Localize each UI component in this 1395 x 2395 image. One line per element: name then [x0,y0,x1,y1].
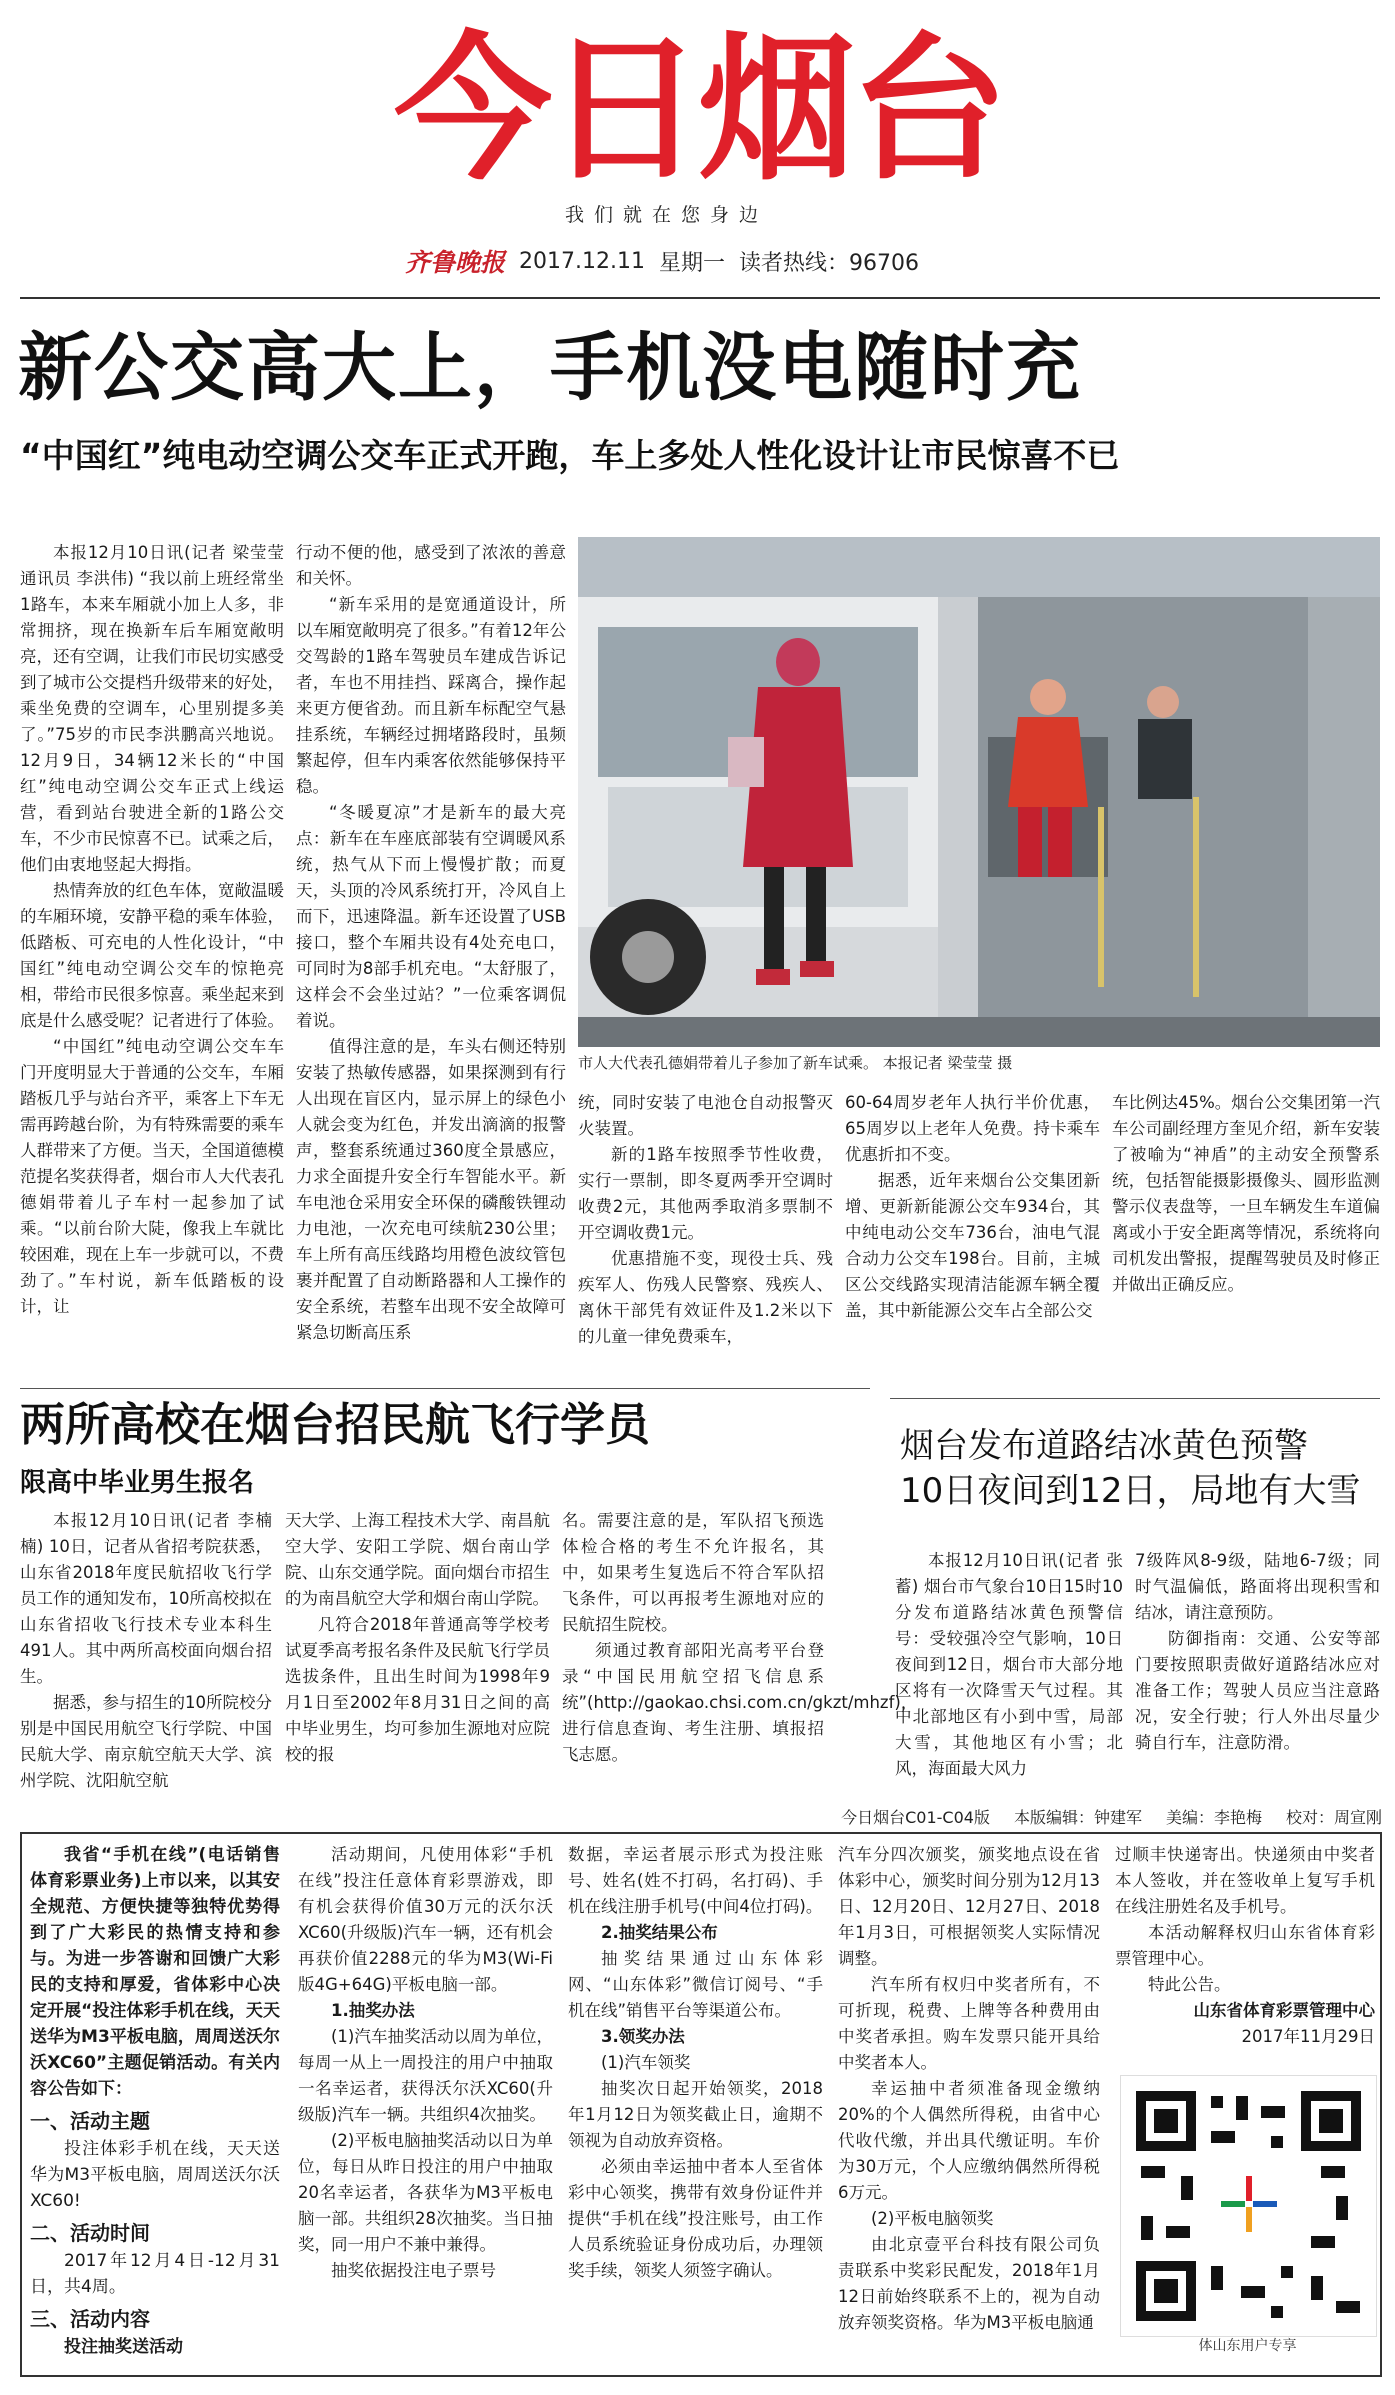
paragraph: 抽奖结果通过山东体彩网、“山东体彩”微信订阅号、“手机在线”销售平台等渠道公布。 [568,1949,823,2020]
paragraph: 活动期间，凡使用体彩“手机在线”投注任意体育彩票游戏，即有机会获得价值30万元的沃尔沃XC60(升级版)汽车一辆，还有机会再获价值2288元的华为M3(Wi-Fi版4G+64G)平板电脑一部。 [298,1845,553,1994]
paragraph: 车比例达45%。烟台公交集团第一汽车公司副经理方奎见介绍，新车安装了被喻为“神盾”的主动安全预警系统，包括智能摄影摄像头、圆形监测警示仪表盘等，一旦车辆发生车道偏离或小于安全距离等情况，系统将向司机发出警报，提醒驾驶员及时修正并做出正确反应。 [1112,1093,1380,1294]
paragraph: “新车采用的是宽通道设计，所以车厢宽敞明亮了很多。”有着12年公交驾龄的1路车驾驶员车建成告诉记者，车也不用挂挡、踩离合，操作起来更方便省劲。而且新车标配空气悬挂系统，车辆经过拥堵路段时，虽频繁起停，但车内乘客依然能够保持平稳。 [296,595,566,796]
paragraph: 特此公告。 [1148,1975,1231,1994]
paragraph: 值得注意的是，车头右侧还特别安装了热敏传感器，如果探测到有行人出现在盲区内，显示屏上的绿色小人就会变为红色，并发出滴滴的报警声，整套系统通过360度全景感应，力求全面提升安全行车智能水平。新车电池仓采用安全环保的磷酸铁锂动力电池，一次充电可续航230公里；车上所有高压线路均用橙色波纹管包裹并配置了自动断路器和人工操作的安全系统，若整车出现不安全故障可紧急切断高压系 [296,1037,566,1342]
paragraph: 本报12月10日讯(记者 张蓄) 烟台市气象台10日15时10分发布道路结冰黄色预警信号：受较强冷空气影响，10日夜间到12日，烟台市大部分地区将有一次降雪天气过程。其中北部地区有小到中雪，局部大雪，其他地区有小雪；北风，海面最大风力 [895,1551,1123,1778]
paragraph: 防御指南：交通、公安等部门要按照职责做好道路结冰应对准备工作；驾驶人员应当注意路况，安全行驶；行人外出尽量少骑自行车，注意防滑。 [1135,1629,1380,1752]
reader-hotline: 读者热线：96706 [739,250,919,276]
bus-photo-illustration [578,537,1380,1047]
paragraph: “冬暖夏凉”才是新车的最大亮点：新车在车座底部装有空调暖风系统，热气从下而上慢慢扩散；而夏天，头顶的冷风系统打开，冷风自上而下，迅速降温。新车还设置了USB接口，整个车厢共设有4处充电口，可同时为8部手机充电。“太舒服了，这样会不会坐过站？”一位乘客调侃着说。 [296,803,566,1030]
paragraph: (1)汽车抽奖活动以周为单位，每周一从上一周投注的用户中抽取一名幸运者，获得沃尔沃XC60(升级版)汽车一辆。共组织4次抽奖。 [298,2027,553,2124]
paragraph: 行动不便的他，感受到了浓浓的善意和关怀。 [296,543,566,588]
paragraph: 2017年12月4日-12月31日，共4周。 [30,2251,280,2297]
paragraph: 由北京壹平台科技有限公司负责联系中奖彩民配发，2018年1月12日前始终联系不上的，视为自动放弃领奖资格。华为M3平板电脑通 [838,2235,1100,2332]
paragraph: 据悉，近年来烟台公交集团新增、更新新能源公交车934台，其中纯电动公交车736台，油电气混合动力公交车198台。目前，主城区公交线路实现清洁能源车辆全覆盖，其中新能源公交车占全部公交 [845,1171,1100,1320]
paragraph: 1.抽奖办法 [331,2001,415,2020]
paragraph: 投注体彩手机在线，天天送华为M3平板电脑，周周送沃尔沃XC60! [30,2139,280,2211]
lead-headline: 新公交高大上，手机没电随时充 [18,325,1082,411]
issue-weekday: 星期一 [658,250,725,276]
ad-organization: 山东省体育彩票管理中心 [1193,2001,1375,2020]
section-divider [20,1388,870,1389]
lead-column-5 [1112,1090,1380,1298]
lead-column-1 [20,540,284,1320]
paragraph: 幸运抽中者须准备现金缴纳20%的个人偶然所得税，由省中心代收代缴，并出具代缴证明。车价为30万元，个人应缴纳偶然所得税6万元。 [838,2079,1100,2202]
paragraph: 凡符合2018年普通高等学校考试夏季高考报名条件及民航飞行学员选拔条件，且出生时间为1998年9月1日至2002年8月31日之间的高中毕业男生，均可参加生源地对应院校的报 [285,1615,550,1764]
proof-label: 校对：周宣刚 [1285,1807,1382,1827]
paragraph: 3.领奖办法 [601,2027,685,2046]
paragraph: 汽车分四次颁奖，颁奖地点设在省体彩中心，颁奖时间分别为12月13日、12月20日、12月27日、2018年1月3日，可根据领奖人实际情况调整。 [838,1845,1100,1968]
lead-column-3 [578,1090,833,1350]
paragraph: (2)平板电脑抽奖活动以日为单位，每日从昨日投注的用户中抽取20名幸运者，各获华为M3平板电脑一部。共组织28次抽奖。当日抽奖，同一用户不兼中兼得。 [298,2131,553,2254]
paragraph: 热情奔放的红色车体，宽敞温暖的车厢环境，安静平稳的乘车体验，低踏板、可充电的人性化设计，“中国红”纯电动空调公交车的惊艳亮相，带给市民很多惊喜。乘坐起来到底是什么感受呢？记者进行了体验。 [20,881,284,1030]
paragraph: 60-64周岁老年人执行半价优惠，65周岁以上老年人免费。持卡乘车优惠折扣不变。 [845,1093,1100,1164]
paragraph: 7级阵风8-9级，陆地6-7级；同时气温偏低，路面将出现积雪和结冰，请注意预防。 [1135,1551,1380,1622]
paragraph: 统，同时安装了电池仓自动报警灭火装置。 [578,1093,833,1138]
ad-heading: 二、活动时间 [30,2221,150,2245]
issue-date: 2017.12.11 [519,248,645,274]
qr-code-icon [1120,2075,1377,2337]
lead-subhead: “中国红”纯电动空调公交车正式开跑，车上多处人性化设计让市民惊喜不已 [20,436,1120,475]
paragraph: 本报12月10日讯(记者 梁莹莹 通讯员 李洪伟) “我以前上班经常坐1路车，本来车厢就小加上人多，非常拥挤，现在换新车后车厢宽敞明亮，还有空调，让我们市民切实感受到了城市公交提档升级带来的好处，乘坐免费的空调车，心里别提多美了。”75岁的市民李洪鹏高兴地说。12月9日，34辆12米长的“中国红”纯电动空调公交车正式上线运营，看到站台驶进全新的1路公交车，不少市民惊喜不已。试乘之后，他们由衷地竖起大拇指。 [20,543,284,874]
lead-column-4 [845,1090,1100,1324]
paragraph: 本报12月10日讯(记者 李楠楠) 10日，记者从省招考院获悉，山东省2018年度民航招收飞行学员工作的通知发布，10所高校拟在山东省招收飞行技术专业本科生491人。其中两所高校面向烟台招生。 [20,1511,272,1686]
editor-label: 本版编辑：钟建军 [1013,1807,1142,1827]
ad-heading: 一、活动主题 [30,2109,150,2133]
bus-photo [578,537,1380,1047]
ad-heading: 三、活动内容 [30,2307,150,2331]
paragraph: (1)汽车领奖 [601,2053,691,2072]
photo-caption: 市人大代表孔德娟带着儿子参加了新车试乘。 本报记者 梁莹莹 摄 [578,1054,1013,1072]
lead-column-2 [296,540,566,1346]
paragraph: “中国红”纯电动空调公交车车门开度明显大于普通的公交车，车厢踏板几乎与站台齐平，乘客上下车无需再跨越台阶，为有特殊需要的乘车人群带来了方便。当天，全国道德模范提名奖获得者，烟台市人大代表孔德娟带着儿子车村一起参加了试乘。“以前台阶大陡，像我上车就比较困难，现在上车一步就可以，不费劲了。”车村说，新车低踏板的设计，让 [20,1037,284,1316]
masthead-info [405,244,1005,278]
paragraph: 抽奖次日起开始领奖，2018年1月12日为领奖截止日，逾期不领视为自动放弃资格。 [568,2079,823,2150]
paragraph: 2.抽奖结果公布 [601,1923,718,1942]
paragraph: 新的1路车按照季节性收费，实行一票制，即冬夏两季开空调时收费2元，其他两季取消多票制不开空调收费1元。 [578,1145,833,1242]
paragraph: 数据，幸运者展示形式为投注账号、姓名(姓不打码，名打码)、手机在线注册手机号(中间4位打码)。 [568,1845,823,1916]
story2-column-3 [562,1508,918,1768]
paragraph: (2)平板电脑领奖 [871,2209,994,2228]
masthead-slogan: 我们就在您身边 [565,204,769,226]
paragraph: 本活动解释权归山东省体育彩票管理中心。 [1115,1923,1375,1968]
edition-label: 今日烟台C01-C04版 [841,1807,990,1827]
section-divider [890,1398,1380,1399]
qr-caption: 体山东用户专享 [1198,2338,1297,2354]
masthead-rule [20,297,1380,299]
story2-column-2 [285,1508,550,1768]
design-label: 美编：李艳梅 [1165,1807,1262,1827]
masthead-logo: 今日烟台 [394,17,1002,202]
story3-headline: 烟台发布道路结冰黄色预警 [900,1426,1308,1466]
paragraph: 名。需要注意的是，军队招飞预选体检合格的考生不允许报名，其中，如果考生复选后不符合军队招飞条件，可以再报考生源地对应的民航招生院校。 [562,1511,824,1634]
paragraph: 据悉，参与招生的10所院校分别是中国民用航空飞行学院、中国民航大学、南京航空航天大学、滨州学院、沈阳航空航 [20,1693,272,1790]
ad-column-2 [298,1842,553,2284]
paragraph: 过顺丰快递寄出。快递须由中奖者本人签收，并在签收单上复写手机在线注册姓名及手机号。 [1115,1845,1375,1916]
paragraph: 必须由幸运抽中者本人至省体彩中心领奖，携带有效身份证件并提供“手机在线”投注账号，由工作人员系统验证身份成功后，办理领奖手续，领奖人须签字确认。 [568,2157,823,2280]
story3-subhead: 10日夜间到12日，局地有大雪 [900,1471,1361,1511]
paragraph: 抽奖依据投注电子票号 [331,2261,496,2280]
paper-logo: 齐鲁晚报 [405,248,506,277]
ad-column-4 [838,1842,1100,2336]
ad-column-5 [1115,1842,1375,2050]
paragraph: 投注抽奖送活动 [64,2337,183,2357]
ad-date: 2017年11月29日 [1241,2027,1375,2046]
story2-subhead: 限高中毕业男生报名 [20,1468,255,1498]
ad-column-1 [30,1842,280,2360]
story3-column-1 [895,1548,1123,1782]
ad-column-3 [568,1842,823,2284]
story2-column-1 [20,1508,272,1794]
story2-headline: 两所高校在烟台招民航飞行学员 [20,1398,651,1451]
paragraph: 须通过教育部阳光高考平台登录“中国民用航空招飞信息系统”(http://gaokao.chsi.com.cn/gkzt/mhzf)，进行信息查询、考生注册、填报招飞志愿。 [562,1641,918,1764]
edition-info [20,1802,1382,1830]
paragraph: 汽车所有权归中奖者所有，不可折现，税费、上牌等各种费用由中奖者承担。购车发票只能开具给中奖者本人。 [838,1975,1100,2072]
paragraph: 优惠措施不变，现役士兵、残疾军人、伤残人民警察、残疾人、离休干部凭有效证件及1.2米以下的儿童一律免费乘车， [578,1249,833,1346]
story3-column-2 [1135,1548,1380,1756]
paragraph: 天大学、上海工程技术大学、南昌航空大学、安阳工学院、烟台南山学院、山东交通学院。面向烟台市招生的为南昌航空大学和烟台南山学院。 [285,1511,550,1608]
ad-intro: 我省“手机在线”(电话销售体育彩票业务)上市以来，以其安全规范、方便快捷等独特优势得到了广大彩民的热情支持和参与。为进一步答谢和回馈广大彩民的支持和厚爱，省体彩中心决定开展“投注体彩手机在线，天天送华为M3平板电脑，周周送沃尔沃XC60”主题促销活动。有关内容公告如下： [30,1845,280,2099]
